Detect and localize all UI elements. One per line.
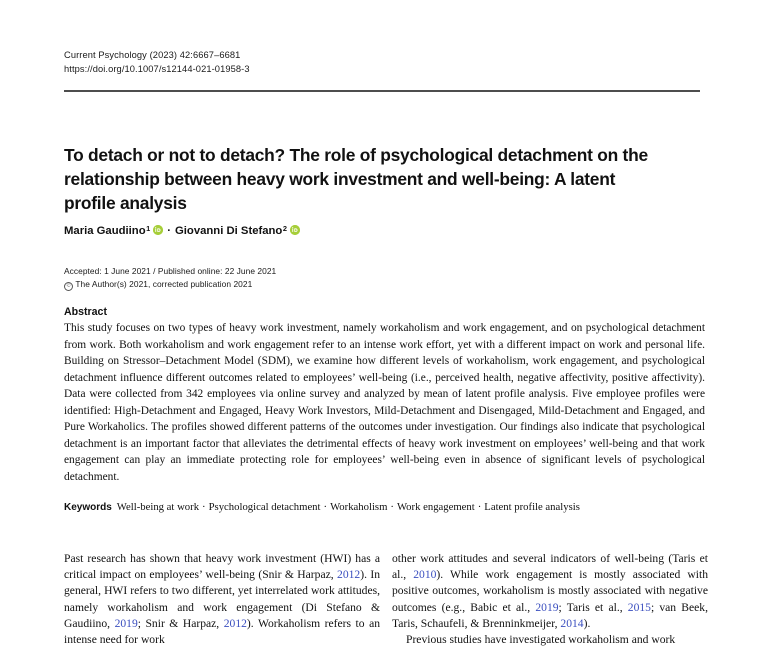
journal-doi[interactable]: https://doi.org/10.1007/s12144-021-01958-3	[64, 63, 250, 74]
paragraph: Previous studies have investigated workaholism and work	[406, 633, 676, 647]
keyword-item[interactable]: Work engagement	[396, 501, 475, 513]
orcid-id-icon[interactable]	[153, 225, 163, 235]
keyword-separator: ·	[323, 501, 328, 513]
copyright-icon: ©	[64, 282, 73, 291]
copyright-line	[64, 278, 276, 291]
text-run: ).	[583, 616, 591, 630]
journal-header	[64, 49, 250, 76]
keyword-item[interactable]: Psychological detachment	[208, 501, 321, 513]
citation-link[interactable]: 2012	[337, 568, 361, 582]
paragraph	[392, 551, 708, 632]
author-name-1[interactable]: Maria Gaudiino	[64, 225, 146, 237]
copyright-text: The Author(s) 2021, corrected publication 2021	[75, 278, 253, 289]
author-affiliation-marker-1: 1	[146, 224, 151, 233]
keywords-line	[64, 500, 705, 515]
author-list	[64, 224, 301, 239]
author-name-2[interactable]: Giovanni Di Stefano	[175, 225, 283, 237]
text-run: ; Taris et al.,	[558, 600, 628, 614]
citation-link[interactable]: 2010	[413, 568, 437, 582]
text-run: ). In general, HWI refers to two different, yet interrelated work attitudes, namely workaholism and work engagement (Di Stefano & Gaudiino,	[64, 568, 380, 630]
keyword-separator: ·	[202, 501, 206, 513]
citation-link[interactable]: 2019	[535, 600, 559, 614]
author-separator: ·	[167, 225, 171, 237]
keyword-separator: ·	[390, 501, 394, 513]
citation-link[interactable]: 2015	[627, 600, 651, 614]
journal-citation: Current Psychology (2023) 42:6667–6681	[64, 50, 241, 60]
abstract-text: This study focuses on two types of heavy work investment, namely workaholism and work engagement, and on psychological detachment from work. Both workaholism and work engagement refer to an intense work effort, yet with a different impact on work and personal life. Building on Stressor–Detachment Model (SDM), we examine how different levels of workaholism, work engagement, and psychological detachment influence different outcomes related to employees’ well-being (i.e., perceived health, negative affectivity, positive affectivity). Data were collected from 342 employees via online survey and analyzed by mean of latent profile analysis. Five employee profiles were identified: High-Detachment and Engaged, Heavy Work Investors, Mild-Detachment and Disengaged, Mild-Detachment and Engaged, and Pure Workaholics. The profiles showed different patterns of the outcomes under investigation. Our findings also indicate that psychological detachment is an important factor that alleviates the detrimental effects of heavy work investment on employees’ well-being and that work engagement can play an immediate protecting role for employees’ well-being even in absence of significant levels of psychological detachment.	[64, 322, 705, 483]
text-run: ; Snir & Harpaz,	[137, 616, 224, 630]
abstract-heading: Abstract	[64, 306, 107, 318]
keyword-item[interactable]: Latent profile analysis	[484, 501, 580, 513]
orcid-id-icon[interactable]	[290, 225, 300, 235]
publication-info	[64, 265, 276, 291]
page-title: To detach or not to detach? The role of psychological detachment on the relationship between heavy work investment and well-being: A latent profile analysis	[64, 144, 648, 214]
text-run: ). While work engagement is mostly associated with positive outcomes, workaholism is mostly associated with negative outcomes (e.g., Babic et al.,	[392, 568, 709, 614]
body-column-right	[392, 551, 708, 648]
text-run: ). Workaholism refers to an intense need for work	[64, 616, 381, 647]
keyword-item[interactable]: Workaholism	[330, 501, 388, 513]
header-divider	[64, 90, 700, 92]
keywords-label: Keywords	[64, 502, 112, 513]
citation-link[interactable]: 2019	[114, 616, 138, 630]
accepted-line: Accepted: 1 June 2021 / Published online: 22 June 2021	[64, 266, 277, 276]
text-run: other work attitudes and several indicators of well-being (Taris et al.,	[392, 552, 708, 582]
text-run: ; van Beek, Taris, Schaufeli, & Brenninkmeijer,	[392, 600, 708, 630]
keyword-item[interactable]: Well-being at work	[116, 501, 200, 513]
citation-link[interactable]: 2014	[560, 616, 584, 630]
citation-link[interactable]: 2012	[223, 616, 247, 630]
keyword-separator: ·	[477, 501, 482, 513]
body-column-left	[64, 551, 380, 648]
text-run: Past research has shown that heavy work investment (HWI) has a critical impact on employees’ well-being (Snir & Harpaz,	[64, 552, 380, 582]
paragraph	[64, 551, 380, 648]
author-affiliation-marker-2: 2	[282, 224, 287, 233]
